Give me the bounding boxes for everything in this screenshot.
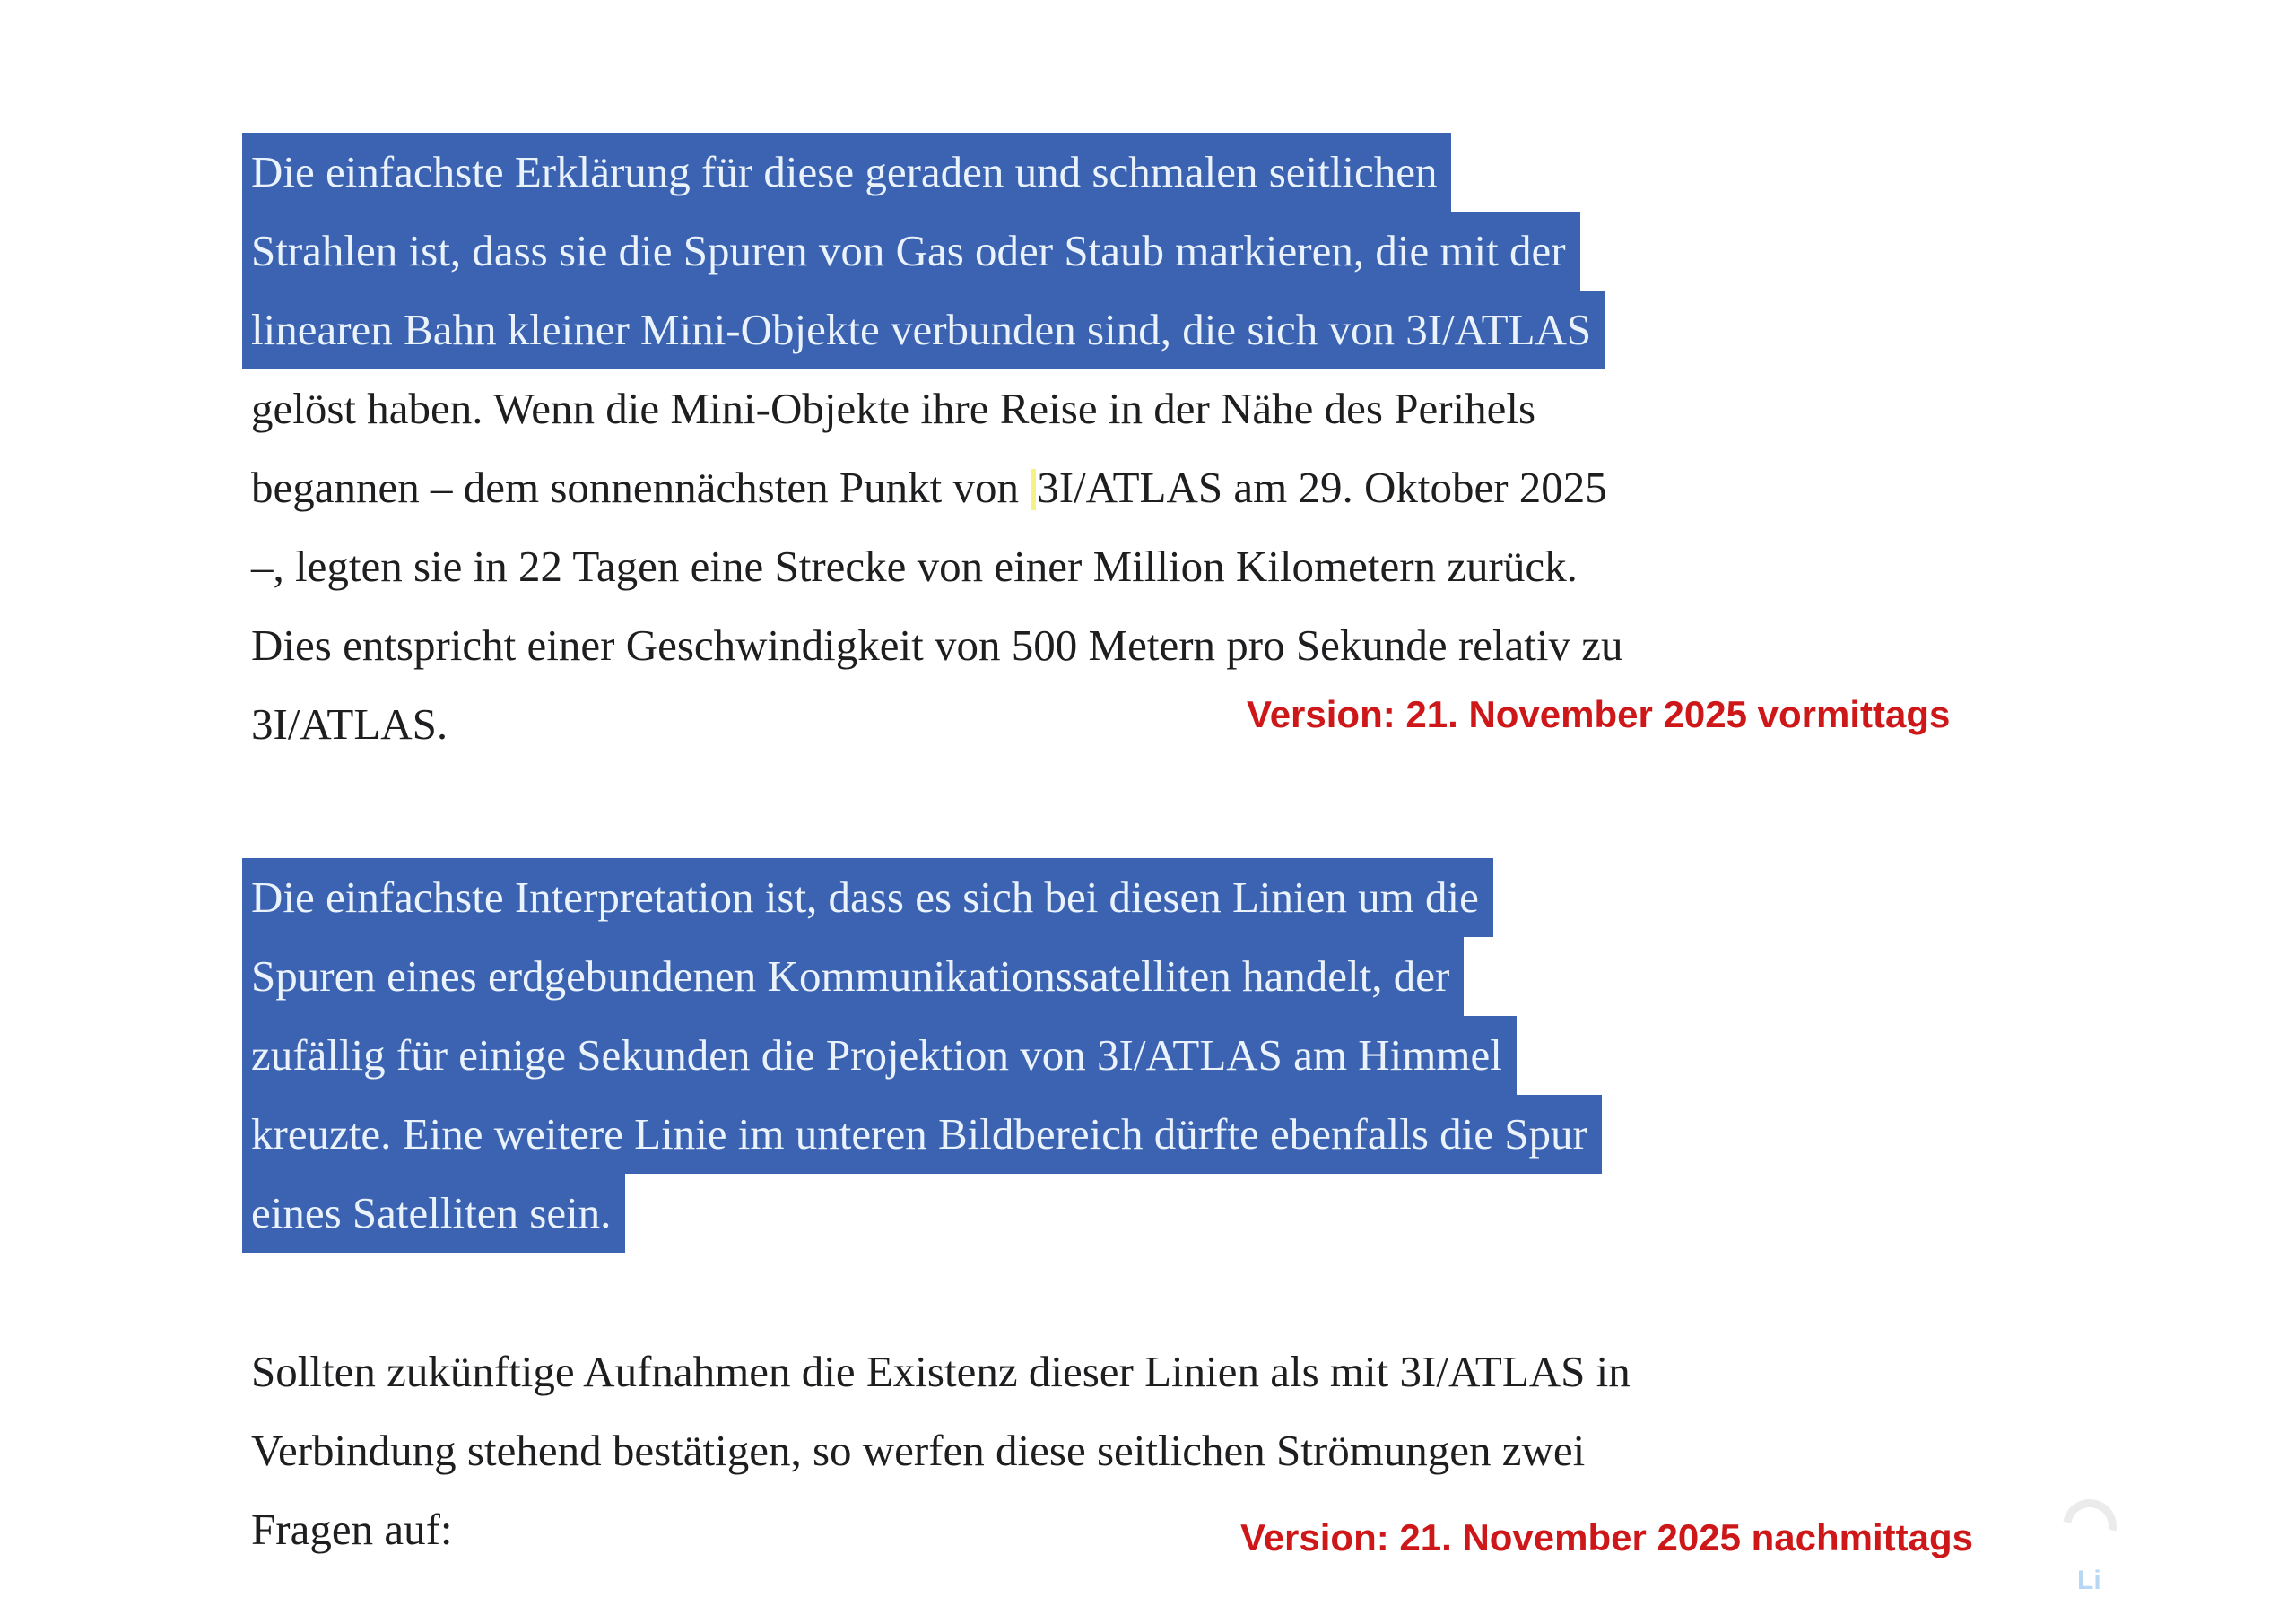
text-line [251, 606, 1955, 685]
version-annotation-afternoon: Version: 21. November 2025 nachmittags [1240, 1516, 1974, 1558]
body-text: Fragen auf: [251, 1505, 453, 1554]
body-text: begannen – dem sonnennächsten Punkt von [251, 463, 1031, 512]
paragraph-2 [251, 858, 1955, 1253]
selected-text: Die einfachste Interpretation ist, dass es sich bei diesen Linien um die [242, 858, 1493, 937]
article-text-column [251, 133, 1955, 1569]
text-cursor-caret [1031, 469, 1036, 510]
version-annotation-morning: Version: 21. November 2025 vormittags [1247, 693, 1951, 735]
body-text: Sollten zukünftige Aufnahmen die Existenz dieser Linien als mit 3I/ATLAS in [251, 1347, 1631, 1396]
watermark-arc-icon [2052, 1488, 2127, 1564]
selected-text: eines Satelliten sein. [242, 1174, 625, 1253]
watermark-li-text: Li [2077, 1566, 2101, 1595]
selected-text: zufällig für einige Sekunden die Projektion von 3I/ATLAS am Himmel [242, 1016, 1517, 1095]
body-text: Dies entspricht einer Geschwindigkeit von 500 Metern pro Sekunde relativ zu [251, 621, 1623, 670]
body-text: Verbindung stehend bestätigen, so werfen diese seitlichen Strömungen zwei [251, 1426, 1586, 1475]
text-line [251, 1332, 1955, 1411]
selected-text: linearen Bahn kleiner Mini-Objekte verbunden sind, die sich von 3I/ATLAS [242, 291, 1605, 369]
highlighted-text-line [251, 1095, 1955, 1174]
selected-text: Strahlen ist, dass sie die Spuren von Gas oder Staub markieren, die mit der [242, 212, 1580, 291]
selected-text: Spuren eines erdgebundenen Kommunikationssatelliten handelt, der [242, 937, 1464, 1016]
highlighted-text-line [251, 937, 1955, 1016]
text-line [251, 1411, 1955, 1490]
body-text: 3I/ATLAS am 29. Oktober 2025 [1037, 463, 1607, 512]
watermark-logo [2063, 1499, 2170, 1596]
paragraph-1 [251, 133, 1955, 764]
highlighted-text-line [251, 1016, 1955, 1095]
highlighted-text-line [251, 291, 1955, 369]
highlighted-text-line [251, 858, 1955, 937]
text-line [251, 448, 1955, 527]
highlighted-text-line [251, 212, 1955, 291]
body-text: gelöst haben. Wenn die Mini-Objekte ihre Reise in der Nähe des Perihels [251, 384, 1536, 433]
body-text: 3I/ATLAS. [251, 699, 448, 749]
body-text: –, legten sie in 22 Tagen eine Strecke von einer Million Kilometern zurück. [251, 542, 1578, 591]
selected-text: Die einfachste Erklärung für diese geraden und schmalen seitlichen [242, 133, 1451, 212]
text-line [251, 369, 1955, 448]
text-line [251, 527, 1955, 606]
highlighted-text-line [251, 133, 1955, 212]
selected-text: kreuzte. Eine weitere Linie im unteren Bildbereich dürfte ebenfalls die Spur [242, 1095, 1602, 1174]
highlighted-text-line [251, 1174, 1955, 1253]
